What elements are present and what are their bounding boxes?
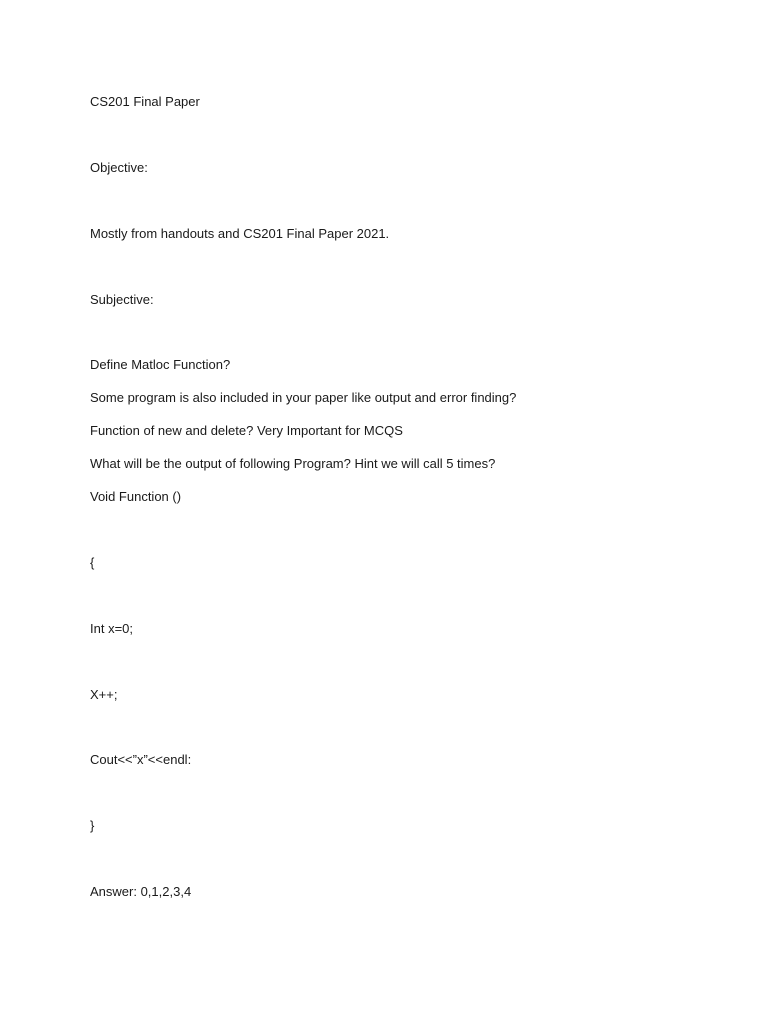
objective-heading: Objective: (90, 160, 148, 175)
objective-text: Mostly from handouts and CS201 Final Paper 2021. (90, 226, 390, 241)
code-line: X++; (90, 687, 118, 702)
code-line: Cout<<”x”<<endl: (90, 752, 192, 767)
subjective-heading: Subjective: (90, 292, 154, 307)
question-item: What will be the output of following Program? Hint we will call 5 times? (90, 456, 496, 471)
code-line: Void Function () (90, 489, 182, 504)
question-item: Some program is also included in your paper like output and error finding? (90, 390, 517, 405)
answer-text: Answer: 0,1,2,3,4 (90, 884, 192, 899)
code-line: Int x=0; (90, 621, 133, 636)
document-title: CS201 Final Paper (90, 94, 200, 109)
question-item: Function of new and delete? Very Important for MCQS (90, 423, 403, 438)
question-item: Define Matloc Function? (90, 357, 231, 372)
code-line: { (90, 555, 95, 570)
code-line: } (90, 818, 95, 833)
